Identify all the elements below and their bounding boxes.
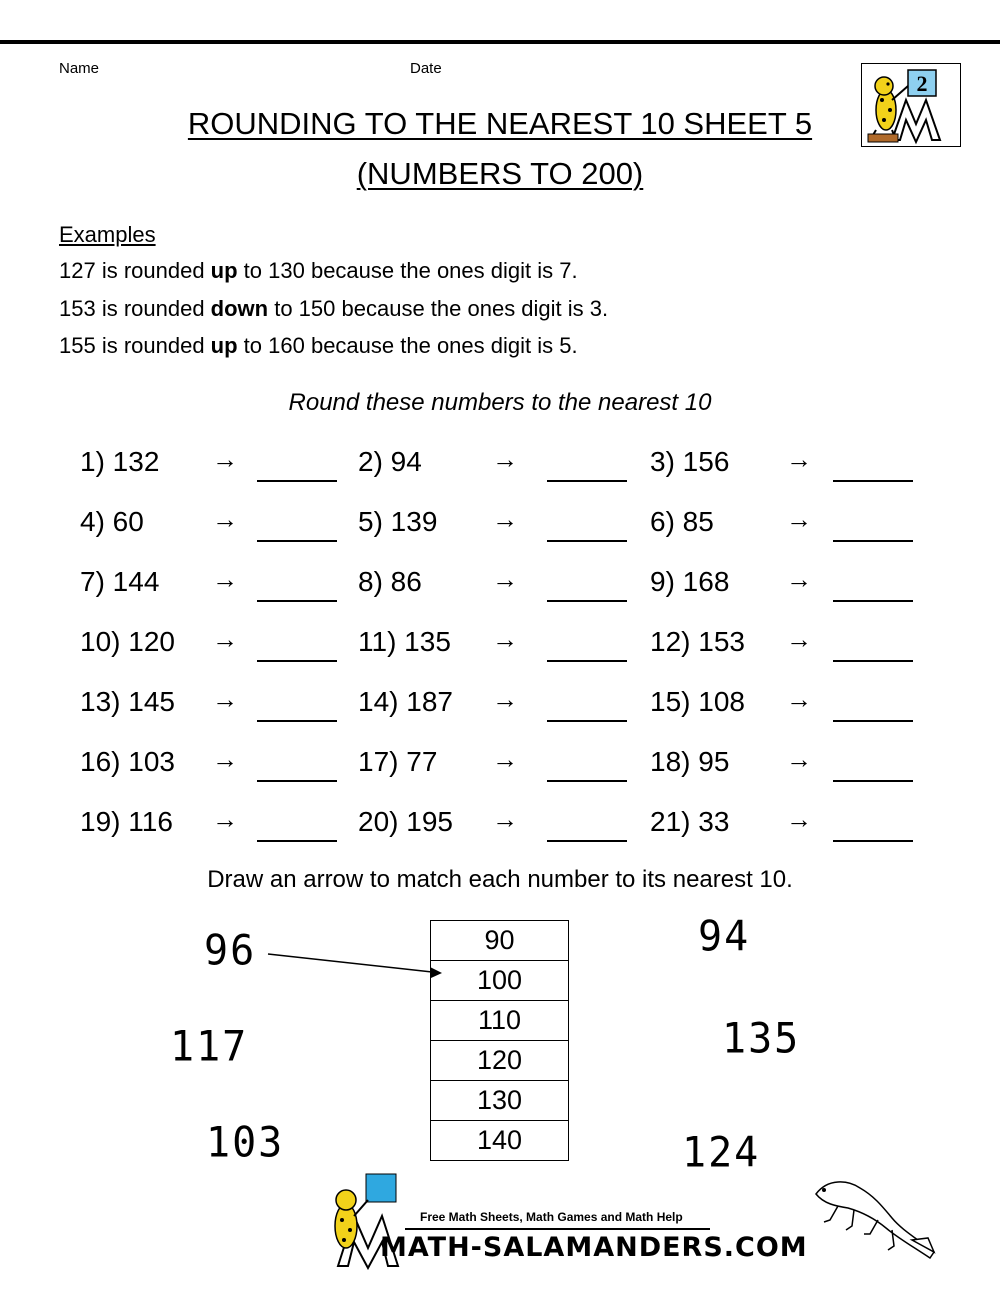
answer-blank[interactable] [257, 540, 337, 542]
answer-blank[interactable] [547, 780, 627, 782]
right-arrow-icon: → [492, 684, 518, 714]
question-label: 9) 168 [650, 566, 730, 597]
answer-blank[interactable] [547, 840, 627, 842]
examples-heading: Examples [59, 222, 156, 247]
answer-blank[interactable] [257, 660, 337, 662]
date-label: Date [410, 60, 442, 77]
answer-blank[interactable] [833, 540, 913, 542]
answer-blank[interactable] [833, 480, 913, 482]
right-arrow-icon: → [212, 804, 238, 834]
match-number-left: 96 [204, 926, 257, 976]
matching-instruction: Draw an arrow to match each number to its nearest 10. [207, 866, 793, 893]
salamander-drawing-icon [808, 1172, 938, 1262]
question-label: 6) 85 [650, 506, 714, 537]
tens-cell: 140 [431, 1121, 569, 1161]
question-label: 16) 103 [80, 746, 175, 777]
question-label: 12) 153 [650, 626, 745, 657]
question-label: 4) 60 [80, 506, 144, 537]
match-number-right: 124 [682, 1128, 761, 1178]
answer-blank[interactable] [547, 600, 627, 602]
question-label: 5) 139 [358, 506, 438, 537]
answer-blank[interactable] [257, 840, 337, 842]
right-arrow-icon: → [212, 684, 238, 714]
match-number-left: 103 [206, 1118, 285, 1168]
answer-blank[interactable] [547, 480, 627, 482]
right-arrow-icon: → [786, 744, 812, 774]
answer-blank[interactable] [833, 600, 913, 602]
example-line: 155 is rounded up to 160 because the ones digit is 5. [59, 333, 578, 358]
question-label: 20) 195 [358, 806, 453, 837]
match-number-right: 135 [722, 1014, 801, 1064]
top-rule [0, 40, 1000, 44]
question-label: 17) 77 [358, 746, 438, 777]
page-title: ROUNDING TO THE NEAREST 10 SHEET 5 [187, 106, 813, 141]
question-label: 2) 94 [358, 446, 422, 477]
answer-blank[interactable] [547, 540, 627, 542]
right-arrow-icon: → [786, 444, 812, 474]
question-label: 19) 116 [80, 806, 173, 837]
answer-blank[interactable] [257, 600, 337, 602]
tens-table [430, 920, 569, 1161]
right-arrow-icon: → [212, 444, 238, 474]
right-arrow-icon: → [212, 624, 238, 654]
right-arrow-icon: → [212, 564, 238, 594]
right-arrow-icon: → [786, 504, 812, 534]
question-label: 11) 135 [358, 626, 451, 657]
right-arrow-icon: → [786, 624, 812, 654]
match-number-left: 117 [170, 1022, 249, 1072]
name-label: Name [59, 60, 100, 77]
question-label: 13) 145 [80, 686, 175, 717]
question-label: 18) 95 [650, 746, 730, 777]
answer-blank[interactable] [257, 480, 337, 482]
right-arrow-icon: → [786, 804, 812, 834]
answer-blank[interactable] [833, 660, 913, 662]
question-label: 7) 144 [80, 566, 160, 597]
answer-blank[interactable] [257, 780, 337, 782]
right-arrow-icon: → [492, 444, 518, 474]
tens-cell: 100 [431, 961, 569, 1001]
rounding-instruction: Round these numbers to the nearest 10 [288, 389, 712, 416]
right-arrow-icon: → [212, 744, 238, 774]
right-arrow-icon: → [492, 744, 518, 774]
question-label: 15) 108 [650, 686, 745, 717]
right-arrow-icon: → [492, 504, 518, 534]
footer-site-link[interactable]: MATH-SALAMANDERS.COM [380, 1232, 808, 1263]
right-arrow-icon: → [786, 684, 812, 714]
answer-blank[interactable] [833, 840, 913, 842]
question-label: 10) 120 [80, 626, 175, 657]
tens-cell: 120 [431, 1041, 569, 1081]
right-arrow-icon: → [492, 564, 518, 594]
answer-blank[interactable] [257, 720, 337, 722]
tens-cell: 130 [431, 1081, 569, 1121]
example-line: 127 is rounded up to 130 because the ones digit is 7. [59, 258, 578, 283]
answer-blank[interactable] [833, 720, 913, 722]
tens-cell: 110 [431, 1001, 569, 1041]
answer-blank[interactable] [547, 660, 627, 662]
grade-number: 2 [916, 71, 928, 96]
right-arrow-icon: → [492, 624, 518, 654]
page-subtitle: (NUMBERS TO 200) [356, 156, 644, 191]
footer-tagline: Free Math Sheets, Math Games and Math Help [420, 1210, 683, 1224]
question-label: 14) 187 [358, 686, 453, 717]
right-arrow-icon: → [786, 564, 812, 594]
question-label: 3) 156 [650, 446, 730, 477]
right-arrow-icon: → [212, 504, 238, 534]
example-line: 153 is rounded down to 150 because the ones digit is 3. [59, 296, 609, 321]
footer-rule [405, 1228, 710, 1230]
answer-blank[interactable] [833, 780, 913, 782]
question-label: 8) 86 [358, 566, 422, 597]
question-label: 1) 132 [80, 446, 160, 477]
match-number-right: 94 [698, 912, 751, 962]
tens-cell: 90 [431, 921, 569, 961]
right-arrow-icon: → [492, 804, 518, 834]
answer-blank[interactable] [547, 720, 627, 722]
question-label: 21) 33 [650, 806, 730, 837]
